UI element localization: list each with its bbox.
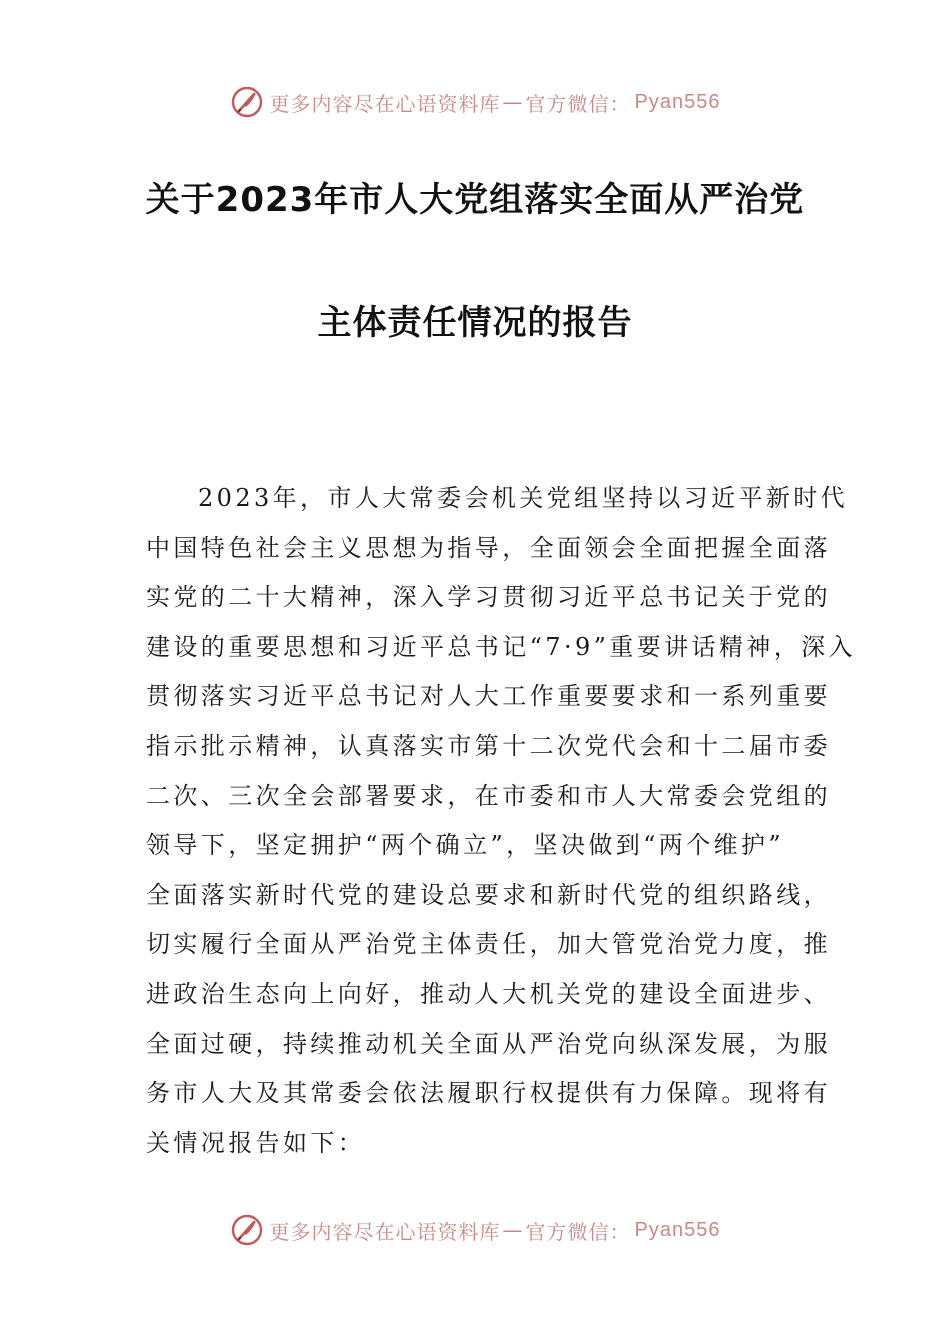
paragraph-line: 二次、三次全会部署要求，在市委和市人大常委会党组的 (146, 781, 831, 810)
document-title-line-1: 关于2023年市人大党组落实全面从严治党 (145, 180, 805, 220)
banner-separator: — (502, 1218, 524, 1242)
quill-pen-logo-icon (230, 1213, 264, 1247)
footer-watermark-banner (0, 1210, 950, 1250)
paragraph-line: 实党的二十大精神，深入学习贯彻习近平总书记关于党的 (146, 583, 831, 612)
quill-pen-logo-icon (230, 85, 264, 119)
body-paragraph (146, 474, 856, 1168)
banner-main-text: 更多内容尽在心语资料库 (269, 91, 501, 116)
paragraph-line: 2023年，市人大常委会机关党组坚持以习近平新时代 (198, 484, 849, 512)
paragraph-line: 务市人大及其常委会依法履职行权提供有力保障。现将有 (146, 1079, 831, 1108)
banner-wechat-label: 官方微信： (525, 91, 631, 116)
document-title-line-2: 主体责任情况的报告 (317, 303, 633, 343)
paragraph-line: 指示批示精神，认真落实市第十二次党代会和十二届市委 (146, 731, 831, 760)
paragraph-line: 领导下，坚定拥护“两个确立”，坚决做到“两个维护” (146, 831, 785, 860)
banner-wechat-id: Pyan556 (634, 90, 721, 113)
paragraph-line: 建设的重要思想和习近平总书记“7·9”重要讲话精神，深入 (146, 632, 856, 661)
paragraph-line: 关情况报告如下： (146, 1128, 366, 1157)
banner-wechat-id: Pyan556 (634, 1218, 721, 1241)
banner-separator: — (502, 90, 524, 114)
banner-wechat-label: 官方微信： (525, 1219, 631, 1244)
paragraph-line: 中国特色社会主义思想为指导，全面领会全面把握全面落 (146, 533, 831, 562)
paragraph-line: 切实履行全面从严治党主体责任，加大管党治党力度，推 (146, 930, 831, 959)
paragraph-line: 贯彻落实习近平总书记对人大工作重要要求和一系列重要 (146, 682, 831, 711)
header-watermark-banner (0, 82, 950, 122)
paragraph-line: 全面落实新时代党的建设总要求和新时代党的组织路线， (146, 880, 831, 909)
paragraph-line: 进政治生态向上向好，推动人大机关党的建设全面进步、 (146, 979, 831, 1008)
paragraph-line: 全面过硬，持续推动机关全面从严治党向纵深发展，为服 (146, 1029, 831, 1058)
banner-main-text: 更多内容尽在心语资料库 (269, 1219, 501, 1244)
